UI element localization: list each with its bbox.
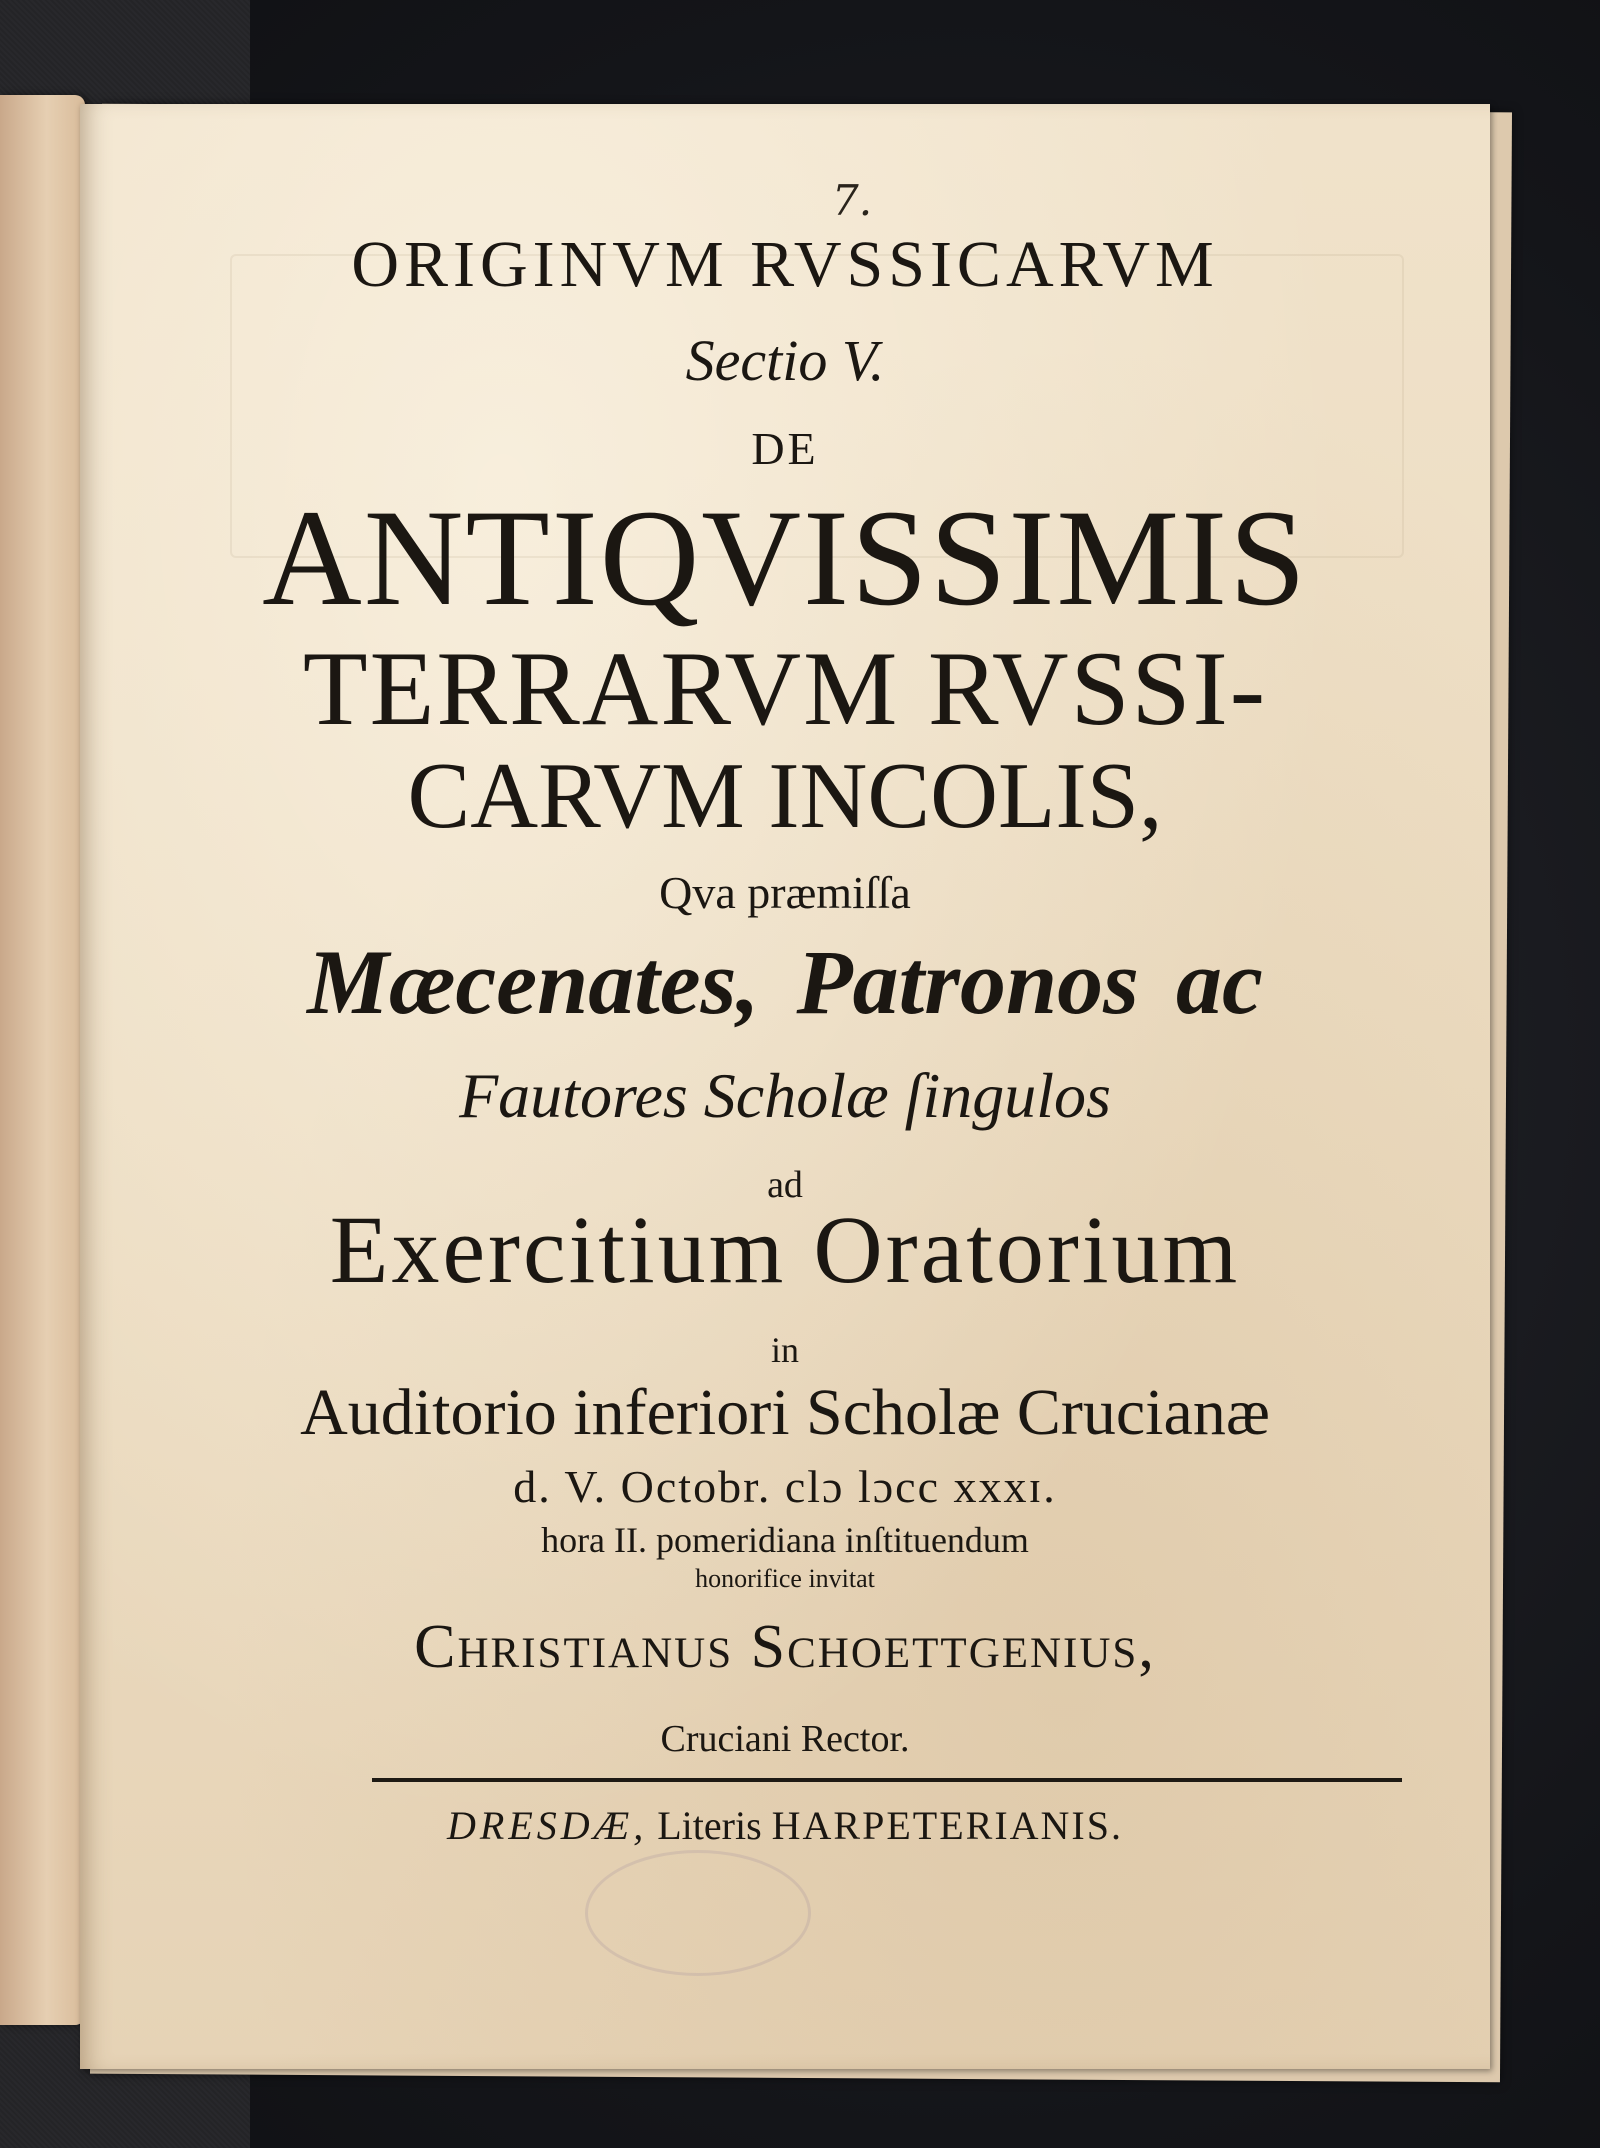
- title-originum: ORIGINVM RVSSICARVM: [351, 228, 1219, 301]
- author-name: Christianus Schoettgenius,: [414, 1613, 1156, 1681]
- imprint-divider: [372, 1778, 1402, 1782]
- invite-ad: ad: [767, 1164, 803, 1206]
- invite-exercitium: Exercitium Oratorium: [329, 1196, 1241, 1303]
- imprint-printer: HARPETERIANIS.: [771, 1803, 1123, 1848]
- imprint-literis: Literis: [657, 1803, 762, 1848]
- library-stamp-ghost: [585, 1850, 811, 1976]
- title-de: DE: [751, 423, 819, 474]
- folio-number: 7.: [832, 176, 873, 225]
- imprint: [80, 1803, 1490, 1848]
- invite-maecenates: Mæcenates, Patronos ac: [307, 931, 1263, 1033]
- facing-page-edge: [0, 95, 85, 2025]
- title-sectio: Sectio V.: [685, 328, 885, 393]
- imprint-place: DRESDÆ,: [447, 1803, 648, 1848]
- invite-qua-praemissa: Qva præmiſſa: [659, 867, 911, 918]
- title-terrarum: TERRARVM RVSSI-: [302, 630, 1268, 747]
- invite-fautores: Fautores Scholæ ſingulos: [459, 1060, 1111, 1131]
- author-title: Cruciani Rector.: [660, 1718, 910, 1760]
- title-page: [80, 104, 1490, 2069]
- event-hour: hora II. pomeridiana inſtituendum: [541, 1520, 1029, 1560]
- title-antiquissimis: ANTIQVISSIMIS: [262, 481, 1308, 634]
- title-incolis: CARVM INCOLIS,: [407, 744, 1163, 848]
- event-date: d. V. Octobr. clɔ lɔcc xxxɪ.: [513, 1461, 1057, 1512]
- invite-auditorio: Auditorio inferiori Scholæ Crucianæ: [300, 1376, 1270, 1449]
- invite-in: in: [770, 1330, 799, 1370]
- invitation-phrase: honorifice invitat: [695, 1564, 875, 1593]
